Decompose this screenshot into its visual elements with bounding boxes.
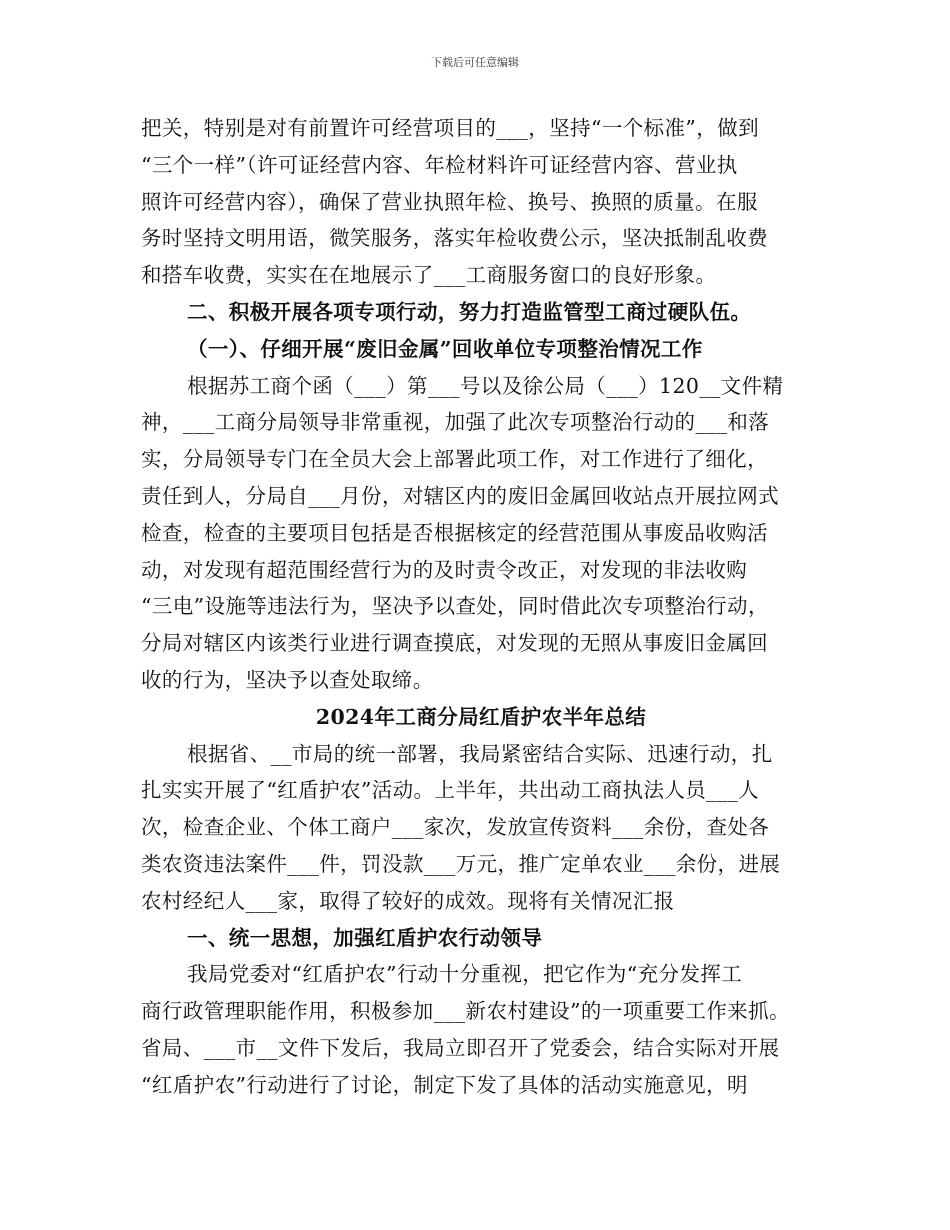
- document-title: 2024年工商分局红盾护农半年总结: [315, 704, 647, 729]
- body-text-line: 照许可经营内容），确保了营业执照年检、换号、换照的质量。在服: [141, 189, 758, 214]
- body-text-line: 分局对辖区内该类行业进行调查摸底，对发现的无照从事废旧金属回: [141, 631, 768, 656]
- paragraph-first-line: 我局党委对“红盾护农”行动十分重视，把它作为“充分发挥工: [187, 962, 743, 987]
- body-text-line: 类农资违法案件___件，罚没款___万元，推广定单农业___余份，进展: [141, 851, 781, 876]
- section-heading: 二、积极开展各项专项行动，努力打造监管型工商过硬队伍。: [187, 299, 752, 324]
- body-text-line: 动，对发现有超范围经营行为的及时责令改正，对发现的非法收购: [141, 557, 748, 582]
- body-text-line: “三个一样”（许可证经营内容、年检材料许可证经营内容、营业执: [141, 152, 738, 177]
- body-text-line: 实，分局领导专门在全员大会上部署此项工作，对工作进行了细化，: [141, 447, 768, 472]
- body-text-line: “三电”设施等违法行为，坚决予以查处，同时借此次专项整治行动，: [141, 594, 769, 619]
- body-text-line: 省局、___市__文件下发后，我局立即召开了党委会，结合实际对开展: [141, 1035, 780, 1060]
- page-header: 下载后可任意编辑: [431, 56, 519, 69]
- paragraph-first-line: 根据省、__市局的统一部署，我局紧密结合实际、迅速行动，扎: [187, 741, 773, 766]
- document-body: [141, 110, 821, 1104]
- paragraph-first-line: 根据苏工商个函（___）第___号以及徐公局（___）120__文件精: [187, 373, 784, 398]
- body-text-line: 和搭车收费，实实在在地展示了___工商服务窗口的良好形象。: [141, 263, 717, 288]
- body-text-line: 商行政管理职能作用，积极参加___新农村建设”的一项重要工作来抓。: [141, 999, 790, 1024]
- body-text-line: “红盾护农”行动进行了讨论，制定下发了具体的活动实施意见，明: [141, 1072, 748, 1097]
- body-text-line: 检查，检查的主要项目包括是否根据核定的经营范围从事废品收购活: [141, 520, 768, 545]
- section-heading: 一、统一思想，加强红盾护农行动领导: [187, 925, 543, 950]
- body-text-line: 农村经纪人___家，取得了较好的成效。现将有关情况汇报: [141, 888, 675, 913]
- body-text-line: 责任到人，分局自___月份，对辖区内的废旧金属回收站点开展拉网式: [141, 483, 780, 508]
- body-text-line: 神，___工商分局领导非常重视，加强了此次专项整治行动的___和落: [141, 410, 770, 435]
- subsection-heading: （一）、仔细开展“废旧金属”回收单位专项整治情况工作: [187, 336, 703, 361]
- body-text-line: 次，检查企业、个体工商户___家次，发放宣传资料___余份，查处各: [141, 815, 770, 840]
- body-text-line: 收的行为，坚决予以查处取缔。: [141, 667, 434, 692]
- body-text-line: 扎实实开展了“红盾护农”活动。上半年，共出动工商执法人员___人: [141, 778, 760, 803]
- body-text-line: 把关，特别是对有前置许可经营项目的___，坚持“一个标准”，做到: [141, 116, 760, 140]
- body-text-line: 务时坚持文明用语，微笑服务，落实年检收费公示，坚决抵制乱收费: [141, 226, 768, 251]
